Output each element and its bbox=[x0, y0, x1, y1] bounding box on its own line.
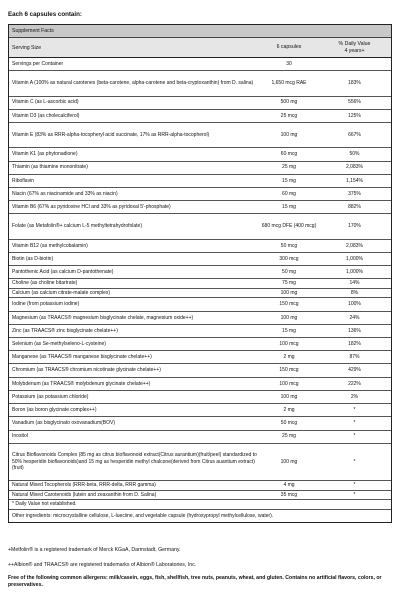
nutrient-daily-value: 14% bbox=[349, 280, 360, 287]
nutrient-amount: 60 mg bbox=[282, 190, 296, 197]
nutrient-amount: 4 mg bbox=[283, 482, 295, 489]
nutrient-amount: 15 mg bbox=[282, 204, 296, 211]
nutrient-amount: 680 mcg DFE (400 mcg) bbox=[261, 223, 317, 230]
nutrient-amount: 500 mg bbox=[280, 99, 298, 106]
nutrient-name: * Daily Value not established. bbox=[12, 501, 77, 508]
nutrient-name: Natural Mixed Carotenoids (lutein and zeaxanthin from D. Salina) bbox=[12, 491, 157, 498]
table-row bbox=[9, 364, 391, 377]
nutrient-daily-value: * bbox=[353, 491, 356, 498]
nutrient-amount: 2 mg bbox=[283, 406, 295, 413]
table-row bbox=[9, 431, 391, 444]
nutrient-daily-value: 8% bbox=[350, 289, 359, 296]
nutrient-name: Folate (as Metafolin®+ calcium L-5 methyltetrahydrofolate) bbox=[12, 223, 142, 230]
footnote-albion: ++Albion® and TRAACS® are registered trademarks of Albion® Laboratories, Inc. bbox=[8, 562, 197, 568]
table-row bbox=[9, 175, 391, 188]
header-dv-line1: % Daily Value bbox=[338, 41, 371, 47]
nutrient-daily-value: 1,000% bbox=[346, 269, 363, 276]
nutrient-amount: 25 mcg bbox=[280, 112, 298, 119]
nutrient-amount: 100 mg bbox=[280, 458, 298, 465]
nutrient-daily-value: 556% bbox=[348, 99, 361, 106]
table-row bbox=[9, 378, 391, 391]
table-row bbox=[9, 351, 391, 364]
nutrient-name: Vitamin D3 (as cholecalciferol) bbox=[12, 112, 80, 119]
nutrient-daily-value: 50% bbox=[349, 151, 360, 158]
nutrient-name: Molybdenum (as TRAACS® molybdenum glycinate chelate++) bbox=[12, 380, 151, 387]
nutrient-name: Vitamin B12 (as methylcobalamin) bbox=[12, 242, 88, 249]
nutrient-name: Biotin (as D-biotin) bbox=[12, 255, 54, 262]
nutrient-daily-value: * bbox=[353, 420, 356, 427]
table-row bbox=[9, 253, 391, 266]
nutrient-amount: 150 mcg bbox=[279, 367, 299, 374]
nutrient-daily-value: 136% bbox=[348, 327, 361, 334]
nutrient-name: Riboflavin bbox=[12, 177, 34, 184]
table-row bbox=[9, 97, 391, 110]
nutrient-daily-value: 2,083% bbox=[346, 164, 363, 171]
nutrient-daily-value: 882% bbox=[348, 204, 361, 211]
table-row bbox=[9, 444, 391, 482]
table-row bbox=[9, 404, 391, 417]
header-dv-line2: 4 years+ bbox=[344, 47, 365, 54]
header-amount: 6 capsules bbox=[276, 44, 302, 51]
heading: Each 6 capsules contain: bbox=[8, 11, 82, 18]
panel-title: Supplement Facts bbox=[9, 25, 391, 38]
table-row bbox=[9, 123, 391, 148]
nutrient-name: Vitamin B6 (67% as pyridoxine HCl and 33% as pyridoxal 5'-phosphate) bbox=[12, 204, 171, 211]
table-row bbox=[9, 391, 391, 404]
nutrient-name: Zinc (as TRAACS® zinc bisglycinate chelate++) bbox=[12, 327, 118, 334]
nutrient-daily-value: 375% bbox=[348, 190, 361, 197]
nutrient-name: Vanadium (as bisglycinato oxovanadium(BOV) bbox=[12, 420, 116, 427]
nutrient-amount: 150 mcg bbox=[279, 301, 299, 308]
allergen-statement: Free of the following common allergens: milk/casein, eggs, fish, shellfish, tree nuts, peanuts, wheat, and gluten. Contains no artificial flavors, colors, or preservatives. bbox=[8, 575, 382, 589]
nutrient-daily-value: 87% bbox=[349, 354, 360, 361]
nutrient-name: Boron (as boron glycinate complex++) bbox=[12, 406, 97, 413]
nutrient-daily-value: * bbox=[353, 433, 356, 440]
nutrient-amount: 100 mg bbox=[280, 289, 298, 296]
table-row bbox=[9, 148, 391, 161]
nutrient-daily-value: 24% bbox=[349, 314, 360, 321]
table-row bbox=[9, 491, 391, 501]
table-row bbox=[9, 214, 391, 239]
nutrient-amount: 100 mg bbox=[280, 131, 298, 138]
nutrient-daily-value: 429% bbox=[348, 367, 361, 374]
table-row bbox=[9, 500, 391, 510]
nutrient-amount: 75 mg bbox=[282, 280, 296, 287]
nutrient-amount: 35 mcg bbox=[280, 491, 298, 498]
nutrient-amount: 50 mcg bbox=[280, 420, 298, 427]
header-daily-value bbox=[318, 38, 391, 57]
table-row bbox=[9, 289, 391, 299]
nutrient-daily-value: 2% bbox=[350, 393, 359, 400]
nutrient-name: Chromium (as TRAACS® chromium nicotinate glycinate chelate++) bbox=[12, 367, 161, 374]
nutrient-daily-value: 667% bbox=[348, 131, 361, 138]
nutrient-name: Natural Mixed Tocopherols (RRR-beta, RRR-delta, RRR gamma) bbox=[12, 482, 156, 489]
nutrient-daily-value: 100% bbox=[348, 301, 361, 308]
nutrient-amount: 60 mcg bbox=[280, 151, 298, 158]
nutrient-name: Manganese (as TRAACS® manganese bisglycinate chelate++) bbox=[12, 354, 152, 361]
nutrient-name: Potassium (as potassium chloride) bbox=[12, 393, 89, 400]
nutrient-daily-value: * bbox=[353, 458, 356, 465]
table-row bbox=[9, 510, 391, 522]
panel-header bbox=[9, 38, 391, 58]
nutrient-amount: 15 mg bbox=[282, 177, 296, 184]
table-row bbox=[9, 188, 391, 201]
nutrient-name: Thiamin (as thiamine mononitrate) bbox=[12, 164, 88, 171]
nutrient-amount: 100 mcg bbox=[279, 340, 299, 347]
table-row bbox=[9, 240, 391, 253]
nutrient-amount: 100 mg bbox=[280, 314, 298, 321]
nutrient-amount: 1,650 mcg RAE bbox=[271, 80, 307, 87]
footnote-metafolin: +Metfolin® is a registered trademark of Merck KGaA, Darmstadt, Germany. bbox=[8, 547, 181, 553]
nutrient-amount: 300 mcg bbox=[279, 255, 299, 262]
table-row bbox=[9, 312, 391, 325]
table-row bbox=[9, 266, 391, 279]
nutrient-daily-value bbox=[318, 58, 391, 70]
nutrient-name: Calcium (as calcium citrate-malate complex) bbox=[12, 289, 111, 296]
nutrient-name: Citrus Bioflavonoids Complex (85 mg as citrus bioflavonoid extract(Citrus aurantium)(fruit/peel) standardized to 50% hesperidin bioflavonoids)and 15 mg as hesperidin methyl chalcone(derived from Citrus auantium extract)(fruit) bbox=[12, 452, 257, 472]
table-row bbox=[9, 325, 391, 338]
supplement-facts-panel bbox=[8, 24, 392, 523]
nutrient-amount: 100 mg bbox=[280, 393, 298, 400]
nutrient-name: Niacin (67% as niacinamide and 33% as niacin) bbox=[12, 190, 118, 197]
table-row bbox=[9, 298, 391, 311]
nutrient-amount: 2 mg bbox=[283, 354, 295, 361]
nutrient-amount: 100 mcg bbox=[279, 380, 299, 387]
nutrient-amount: 30 bbox=[286, 60, 292, 67]
table-row bbox=[9, 162, 391, 175]
nutrient-name: Vitamin K1 (as phytonadione) bbox=[12, 151, 78, 158]
nutrient-name: Other ingredients: microcrystalline cellulose, L-lueciine, and vegetable capsule (hydroxypropyl methylcellulose, water). bbox=[12, 512, 274, 519]
table-row bbox=[9, 417, 391, 430]
nutrient-daily-value: 2,083% bbox=[346, 242, 363, 249]
nutrient-amount: 25 mg bbox=[282, 164, 296, 171]
nutrient-daily-value: 1,000% bbox=[346, 255, 363, 262]
header-serving-size: Serving Size bbox=[12, 44, 42, 51]
nutrient-daily-value: 1,154% bbox=[346, 177, 363, 184]
nutrient-daily-value: * bbox=[353, 406, 356, 413]
nutrient-name: Inositol bbox=[12, 433, 28, 440]
table-row bbox=[9, 58, 391, 71]
nutrient-name: Servings per Container bbox=[12, 60, 64, 67]
table-row bbox=[9, 71, 391, 96]
nutrient-amount: 25 mg bbox=[282, 433, 296, 440]
table-row bbox=[9, 338, 391, 351]
nutrient-daily-value: 222% bbox=[348, 380, 361, 387]
nutrient-daily-value: 170% bbox=[348, 223, 361, 230]
nutrient-daily-value: * bbox=[353, 482, 356, 489]
table-row bbox=[9, 279, 391, 289]
nutrient-name: Vitamin E (83% as RRR-alpha-tocopheryl acid succinate, 17% as RRR-alpha-tocopherol) bbox=[12, 131, 210, 138]
table-row bbox=[9, 481, 391, 491]
nutrient-amount: 15 mg bbox=[282, 327, 296, 334]
nutrient-name: Pantothenic Acid (as calcium D-pantothenate) bbox=[12, 269, 114, 276]
nutrient-amount: 50 mcg bbox=[280, 242, 298, 249]
nutrient-name: Vitamin C (as L-ascorbic acid) bbox=[12, 99, 79, 106]
nutrient-name: Iodine (from potassium iodine) bbox=[12, 301, 80, 308]
nutrient-name: Magnesium (as TRAACS® magnesium bisglycinate chelate, magnesium oxide++) bbox=[12, 314, 194, 321]
nutrient-amount: 50 mg bbox=[282, 269, 296, 276]
table-row bbox=[9, 201, 391, 214]
nutrient-rows bbox=[9, 58, 391, 522]
nutrient-name: Vitamin A (100% as natural carotenes (beta-carotene, alpha-carotene and beta-cryptoxanthin) from D. salina) bbox=[12, 80, 254, 87]
nutrient-daily-value: 125% bbox=[348, 112, 361, 119]
table-row bbox=[9, 110, 391, 123]
nutrient-daily-value: 183% bbox=[348, 80, 361, 87]
nutrient-daily-value: 182% bbox=[348, 340, 361, 347]
nutrient-name: Selenium (as Se-methylseleno-L-cysteine) bbox=[12, 340, 106, 347]
nutrient-name: Choline (as choline bitartrate) bbox=[12, 280, 78, 287]
